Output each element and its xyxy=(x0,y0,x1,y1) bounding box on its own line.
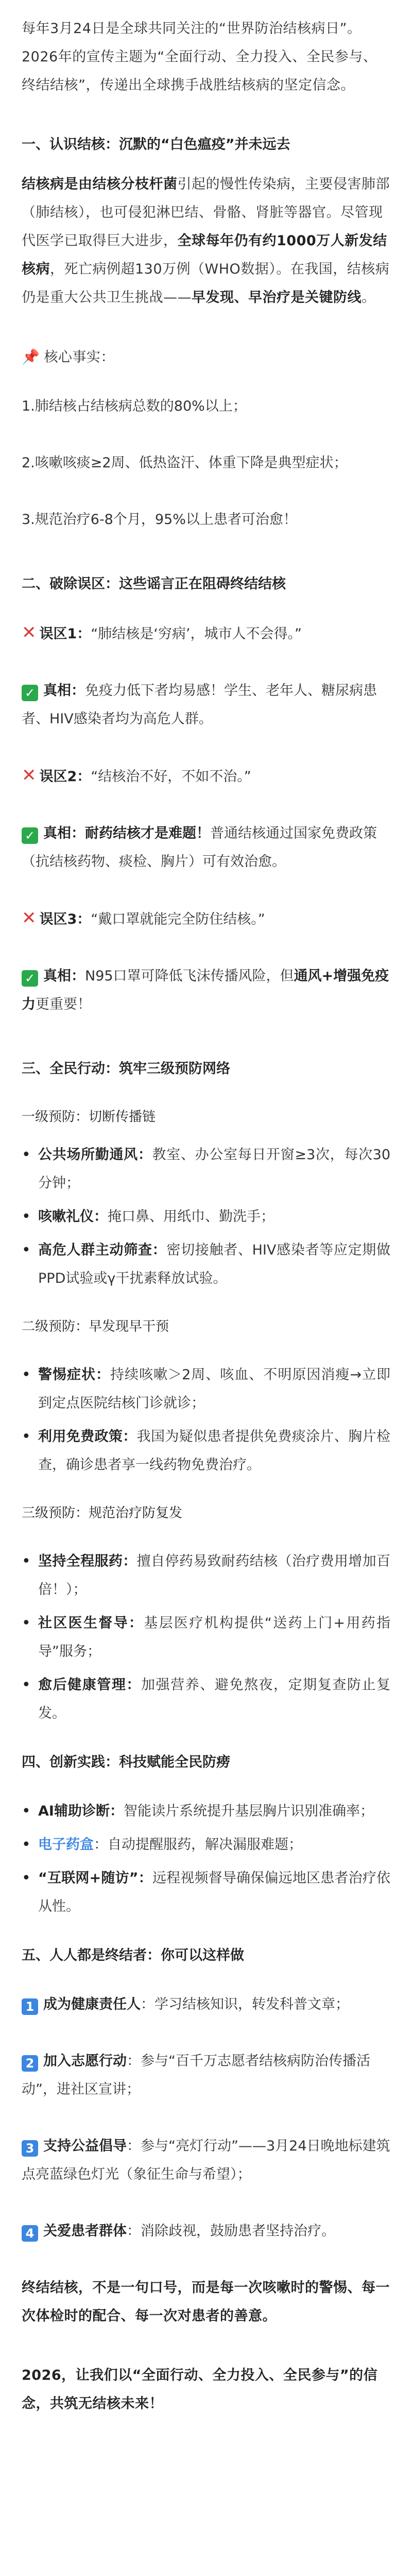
action-item: 3 支持公益倡导：参与“亮灯行动”——3月24日晚地标建筑点亮蓝绿色灯光（象征生命与希望）； xyxy=(22,2138,390,2182)
myth-item: ✕ 误区1：“肺结核是‘穷病’，城市人不会得。” xyxy=(22,622,302,643)
section3-heading: 三、全民行动：筑牢三级预防网络 xyxy=(22,1061,230,1077)
list-item: • 电子药盒：自动提醒服药，解决漏服难题； xyxy=(22,1831,390,1859)
list-item: • 坚持全程服药：擅自停药易致耐药结核（治疗费用增加百倍！）； xyxy=(22,1547,390,1604)
list-item: • 咳嗽礼仪：掩口鼻、用纸巾、勤洗手； xyxy=(22,1202,390,1231)
check-icon: ✓ xyxy=(22,685,38,701)
check-icon: ✓ xyxy=(22,970,38,987)
list-item: • 公共场所勤通风：教室、办公室每日开窗≥3次，每次30分钟； xyxy=(22,1141,390,1197)
cross-icon: ✕ xyxy=(22,622,37,643)
list-item: • 社区医生督导：基层医疗机构提供“送药上门+用药指导”服务； xyxy=(22,1609,390,1666)
closing-paragraph: 终结结核，不是一句口号，而是每一次咳嗽时的警惕、每一次体检时的配合、每一次对患者的善意。 xyxy=(22,2280,390,2324)
fact-item: 1.肺结核占结核病总数的80%以上； xyxy=(22,398,247,414)
action-item: 2 加入志愿行动：参与“百千万志愿者结核病防治传播活动”，进社区宣讲； xyxy=(22,2053,370,2097)
truth-item: ✓ 真相：N95口罩可降低飞沫传播风险，但通风+增强免疫力更重要！ xyxy=(22,968,389,1012)
number-2-icon: 2 xyxy=(22,2055,38,2072)
section1-paragraph: 结核病是由结核分枝杆菌引起的慢性传染病，主要侵害肺部（肺结核），也可侵犯淋巴结、骨骼、肾脏等器官。尽管现代医学已取得巨大进步，全球每年仍有约1000万人新发结核病，死亡病例超130万例（WHO数据）。在我国，结核病仍是重大公共卫生挑战——早发现、早治疗是关键防线。 xyxy=(22,176,390,306)
level1-list xyxy=(22,1141,390,1293)
level1-title: 一级预防：切断传播链 xyxy=(22,1109,156,1125)
number-4-icon: 4 xyxy=(22,2225,38,2242)
action-item: 1 成为健康责任人：学习结核知识，转发科普文章； xyxy=(22,1990,390,2019)
number-1-icon: 1 xyxy=(22,1998,38,2015)
section4-list xyxy=(22,1797,390,1921)
section5-heading: 五、人人都是终结者：你可以这样做 xyxy=(22,1947,244,1963)
myth-item: ✕ 误区2：“结核治不好，不如不治。” xyxy=(22,765,251,786)
truth-item: ✓ 真相：免疫力低下者均易感！学生、老年人、糖尿病患者、HIV感染者均为高危人群。 xyxy=(22,683,377,727)
cross-icon: ✕ xyxy=(22,765,37,786)
list-item: • AI辅助诊断：智能读片系统提升基层胸片识别准确率； xyxy=(22,1797,390,1825)
section4-heading: 四、创新实践：科技赋能全民防痨 xyxy=(22,1754,230,1770)
list-item: • 高危人群主动筛查：密切接触者、HIV感染者等应定期做PPD试验或γ干扰素释放试验。 xyxy=(22,1236,390,1293)
level2-list xyxy=(22,1361,390,1479)
article-content xyxy=(22,14,390,2449)
pushpin-icon: 📌 xyxy=(22,348,40,365)
fact-item: 2.咳嗽咳痰≥2周、低热盗汗、体重下降是典型症状； xyxy=(22,455,348,471)
list-item: • 愈后健康管理：加强营养、避免熬夜，定期复查防止复发。 xyxy=(22,1671,390,1727)
list-item: • 警惕症状：持续咳嗽＞2周、咳血、不明原因消瘦→立即到定点医院结核门诊就诊； xyxy=(22,1361,390,1417)
level3-list xyxy=(22,1547,390,1727)
fact-item: 3.规范治疗6-8个月，95%以上患者可治愈！ xyxy=(22,512,297,528)
cross-icon: ✕ xyxy=(22,908,37,928)
intro-paragraph: 每年3月24日是全球共同关注的“世界防治结核病日”。2026年的宣传主题为“全面行动、全力投入、全民参与、终结结核”，传递出全球携手战胜结核病的坚定信念。 xyxy=(22,21,377,93)
level2-title: 二级预防：早发现早干预 xyxy=(22,1319,169,1334)
truth-item: ✓ 真相：耐药结核才是难题！普通结核通过国家免费政策（抗结核药物、痰检、胸片）可有效治愈。 xyxy=(22,825,377,870)
list-item: • “互联网+随访”：远程视频督导确保偏远地区患者治疗依从性。 xyxy=(22,1864,390,1921)
number-3-icon: 3 xyxy=(22,2140,38,2157)
final-call-paragraph: 2026，让我们以“全面行动、全力投入、全民参与”的信念，共筑无结核未来！ xyxy=(22,2367,378,2412)
list-item: • 利用免费政策：我国为疑似患者提供免费痰涂片、胸片检查，确诊患者享一线药物免费治疗。 xyxy=(22,1422,390,1479)
section1-heading: 一、认识结核：沉默的“白色瘟疫”并未远去 xyxy=(22,137,290,152)
action-item: 4 关爱患者群体：消除歧视，鼓励患者坚持治疗。 xyxy=(22,2217,390,2245)
myth-item: ✕ 误区3：“戴口罩就能完全防住结核。” xyxy=(22,908,265,928)
core-facts-label: 📌 核心事实： xyxy=(22,348,115,365)
level3-title: 三级预防：规范治疗防复发 xyxy=(22,1505,183,1521)
check-icon: ✓ xyxy=(22,827,38,844)
section2-heading: 二、破除误区：这些谣言正在阻碍终结结核 xyxy=(22,576,286,592)
